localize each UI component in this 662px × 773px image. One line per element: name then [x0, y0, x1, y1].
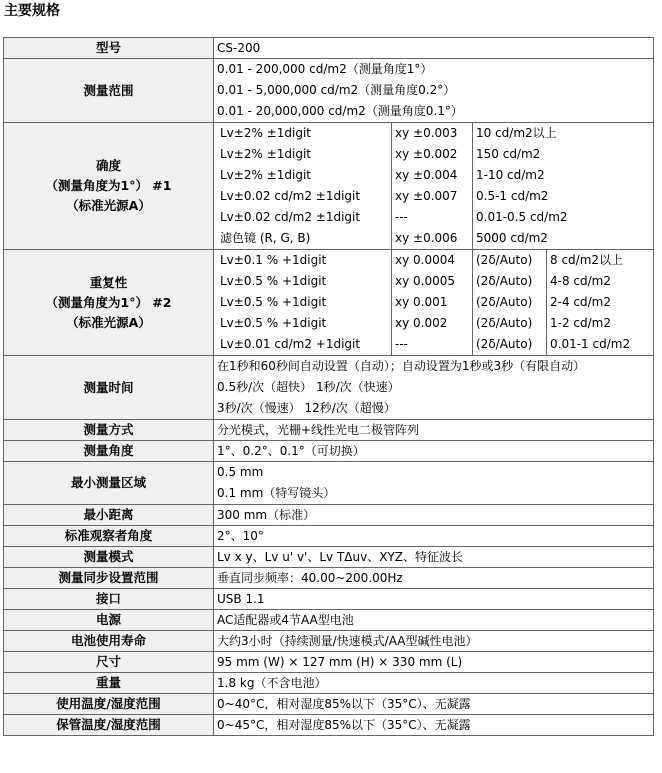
cell: Lv±2% ±1digit	[220, 126, 311, 140]
table-row	[4, 526, 654, 547]
row-label: 标准观察者角度	[4, 526, 214, 547]
label-line: （标准光源A）	[66, 198, 151, 213]
row-label: 最小测量区域	[4, 462, 214, 505]
value-line: 0.01 - 5,000,000 cd/m2（测量角度0.2°）	[217, 83, 456, 97]
label-line: （测量角度为1°） #1	[45, 178, 172, 193]
row-label: 测量同步设置范围	[4, 568, 214, 589]
table-row	[4, 715, 654, 736]
cell: 4-8 cd/m2	[550, 274, 611, 288]
table-row	[4, 123, 654, 250]
cell: Lv±2% ±1digit	[220, 147, 311, 161]
cell: ---	[395, 337, 408, 351]
cell: (2δ/Auto)	[476, 337, 533, 351]
row-label	[4, 250, 214, 356]
table-row	[4, 356, 654, 420]
cell: xy ±0.006	[395, 231, 458, 245]
table-row	[4, 652, 654, 673]
row-label: 测量模式	[4, 547, 214, 568]
row-value: 垂直同步频率：40.00~200.00Hz	[214, 568, 654, 589]
row-label	[4, 123, 214, 250]
condition-column	[472, 123, 571, 249]
row-value: 0~45°C，相对湿度85%以下（35°C）、无凝露	[214, 715, 654, 736]
cell: Lv±0.5 % +1digit	[220, 316, 327, 330]
cell: 1-2 cd/m2	[550, 316, 611, 330]
row-label: 型号	[4, 38, 214, 59]
table-row	[4, 568, 654, 589]
cell: 0.5-1 cd/m2	[476, 189, 549, 203]
repeatability-grid	[214, 250, 654, 356]
cell: xy ±0.007	[395, 189, 458, 203]
cell: (2δ/Auto)	[476, 253, 533, 267]
cell: Lv±0.1 % +1digit	[220, 253, 327, 267]
row-label: 电源	[4, 610, 214, 631]
label-line: （测量角度为1°） #2	[45, 294, 172, 310]
table-row	[4, 250, 654, 356]
cell: xy ±0.004	[395, 168, 458, 182]
table-row	[4, 673, 654, 694]
cell: 2-4 cd/m2	[550, 295, 611, 309]
row-value	[214, 356, 654, 420]
label-line: 确度	[95, 158, 121, 173]
cell: xy 0.001	[395, 295, 448, 309]
lv-column	[217, 123, 391, 249]
cell: Lv±0.02 cd/m2 ±1digit	[220, 189, 361, 203]
cell: 150 cd/m2	[476, 147, 541, 161]
table-row	[4, 610, 654, 631]
cell: Lv±0.02 cd/m2 ±1digit	[220, 210, 361, 224]
cell: 8 cd/m2以上	[550, 253, 624, 267]
table-row	[4, 694, 654, 715]
row-value: 2°、10°	[214, 526, 654, 547]
xy-column	[391, 250, 472, 355]
page-title: 主要规格	[4, 3, 60, 19]
row-value: Lv x y、Lv u' v'、Lv TΔuv、XYZ、特征波长	[214, 547, 654, 568]
table-row	[4, 441, 654, 462]
cell: 5000 cd/m2	[476, 231, 548, 245]
row-label: 重量	[4, 673, 214, 694]
table-row	[4, 631, 654, 652]
cell: (2δ/Auto)	[476, 316, 533, 330]
table-row	[4, 589, 654, 610]
value-line: 0.1 mm（特写镜头）	[217, 486, 336, 500]
value-line: 0.01 - 200,000 cd/m2（测量角度1°）	[217, 62, 433, 76]
accuracy-grid	[214, 123, 654, 250]
row-value	[214, 462, 654, 505]
row-label: 接口	[4, 589, 214, 610]
cell: 0.01-1 cd/m2	[550, 337, 631, 351]
row-value: 1.8 kg（不含电池）	[214, 673, 654, 694]
cell: 0.01-0.5 cd/m2	[476, 210, 568, 224]
row-label: 测量时间	[4, 356, 214, 420]
table-row	[4, 547, 654, 568]
cell: Lv±0.01 cd/m2 +1digit	[220, 337, 361, 351]
row-label: 测量角度	[4, 441, 214, 462]
row-value: CS-200	[214, 38, 654, 59]
row-label: 保管温度/湿度范围	[4, 715, 214, 736]
cell: 1-10 cd/m2	[476, 168, 545, 182]
cell: ---	[395, 210, 408, 224]
row-label: 最小距离	[4, 505, 214, 526]
row-label: 测量范围	[4, 59, 214, 123]
cell: Lv±2% ±1digit	[220, 168, 311, 182]
xy-column	[391, 123, 472, 249]
cell: Lv±0.5 % +1digit	[220, 274, 327, 288]
row-value: 1°、0.2°、0.1°（可切换）	[214, 441, 654, 462]
row-value: 300 mm（标准）	[214, 505, 654, 526]
cell: 滤色镜 (R, G, B)	[220, 231, 311, 245]
row-value: USB 1.1	[214, 589, 654, 610]
spec-table	[3, 37, 654, 736]
value-line: 0.5秒/次（超快） 1秒/次（快速）	[217, 380, 400, 394]
table-row	[4, 462, 654, 505]
row-value: 95 mm (W) × 127 mm (H) × 330 mm (L)	[214, 652, 654, 673]
lv-column	[217, 250, 391, 355]
row-value: 分光模式，光栅+线性光电二极管阵列	[214, 420, 654, 441]
row-label: 尺寸	[4, 652, 214, 673]
table-row	[4, 59, 654, 123]
cell: (2δ/Auto)	[476, 274, 533, 288]
cell: xy ±0.002	[395, 147, 458, 161]
cell: Lv±0.5 % +1digit	[220, 295, 327, 309]
row-label: 测量方式	[4, 420, 214, 441]
cell: xy ±0.003	[395, 126, 458, 140]
row-value: 0~40°C，相对湿度85%以下（35°C）、无凝露	[214, 694, 654, 715]
auto-column	[472, 250, 546, 355]
value-line: 在1秒和60秒间自动设置（自动）；自动设置为1秒或3秒（有限自动）	[217, 359, 586, 373]
cell: xy 0.002	[395, 316, 448, 330]
row-label: 电池使用寿命	[4, 631, 214, 652]
cell: (2δ/Auto)	[476, 295, 533, 309]
row-label: 使用温度/湿度范围	[4, 694, 214, 715]
value-line: 0.5 mm	[217, 465, 264, 479]
value-line: 0.01 - 20,000,000 cd/m2（测量角度0.1°）	[217, 104, 463, 118]
cell: xy 0.0004	[395, 253, 456, 267]
table-row	[4, 420, 654, 441]
table-row	[4, 505, 654, 526]
row-value	[214, 59, 654, 123]
cell: xy 0.0005	[395, 274, 456, 288]
value-line: 3秒/次（慢速） 12秒/次（超慢）	[217, 401, 396, 415]
label-line: 重复性	[89, 274, 128, 290]
label-line: （标准光源A）	[66, 314, 151, 330]
table-row	[4, 38, 654, 59]
condition-column	[546, 250, 633, 355]
cell: 10 cd/m2以上	[476, 126, 557, 140]
row-value: AC适配器或4节AA型电池	[214, 610, 654, 631]
row-value: 大约3小时（持续测量/快速模式/AA型碱性电池）	[214, 631, 654, 652]
